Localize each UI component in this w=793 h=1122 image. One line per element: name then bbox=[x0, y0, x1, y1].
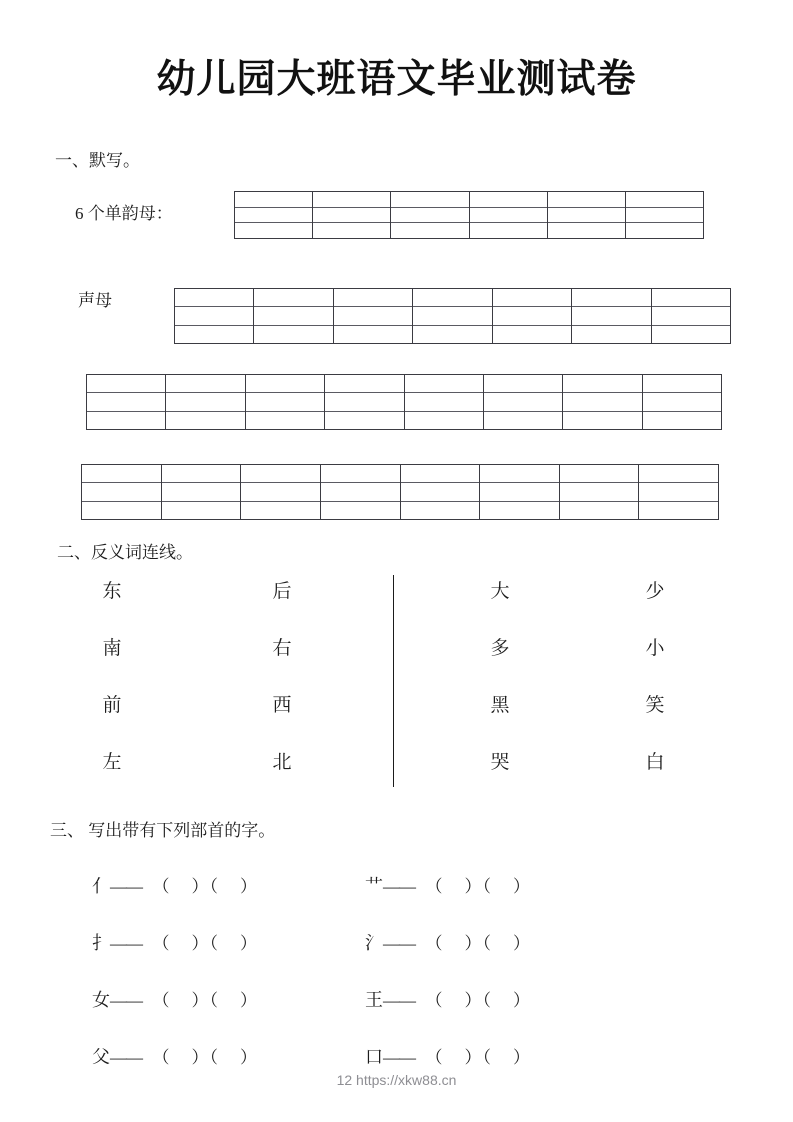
pinyin-cell[interactable] bbox=[484, 375, 563, 429]
radical-item[interactable] bbox=[365, 929, 531, 955]
radical-glyph: 亻 bbox=[92, 876, 110, 896]
pinyin-guide-row bbox=[87, 375, 165, 393]
pinyin-cell[interactable] bbox=[246, 375, 325, 429]
pinyin-guide-row bbox=[643, 375, 721, 393]
antonym-word[interactable]: 北 bbox=[272, 752, 292, 773]
pinyin-guide-row bbox=[548, 223, 625, 238]
antonym-word[interactable]: 前 bbox=[102, 695, 122, 716]
pinyin-guide-row bbox=[413, 307, 491, 325]
pinyin-guide-row bbox=[162, 483, 241, 501]
pinyin-cell[interactable] bbox=[235, 192, 313, 238]
pinyin-guide-row bbox=[82, 465, 161, 483]
pinyin-guide-row bbox=[235, 208, 312, 224]
pinyin-guide-row bbox=[484, 393, 562, 411]
pinyin-cell[interactable] bbox=[548, 192, 626, 238]
pinyin-guide-row bbox=[493, 307, 571, 325]
pinyin-guide-row bbox=[175, 289, 253, 307]
pinyin-cell[interactable] bbox=[87, 375, 166, 429]
pinyin-guide-row bbox=[325, 412, 403, 429]
page-title: 幼儿园大班语文毕业测试卷 bbox=[156, 58, 637, 101]
antonym-word[interactable]: 少 bbox=[645, 581, 665, 602]
pinyin-guide-row bbox=[235, 223, 312, 238]
pinyin-guide-row bbox=[572, 307, 650, 325]
pinyin-guide-row bbox=[493, 326, 571, 343]
antonym-word[interactable]: 右 bbox=[272, 638, 292, 659]
pinyin-guide-row bbox=[484, 375, 562, 393]
radical-item[interactable] bbox=[92, 872, 258, 898]
radical-glyph: 口 bbox=[365, 1047, 383, 1067]
pinyin-cell[interactable] bbox=[405, 375, 484, 429]
radical-answer-blanks[interactable]: （ ）（ ） bbox=[415, 1048, 531, 1067]
radical-item[interactable] bbox=[365, 986, 531, 1012]
pinyin-guide-row bbox=[480, 483, 559, 501]
radical-dash: —— bbox=[383, 934, 415, 953]
pinyin-guide-row bbox=[254, 289, 332, 307]
pinyin-guide-row bbox=[246, 412, 324, 429]
pinyin-guide-row bbox=[313, 192, 390, 208]
pinyin-guide-row bbox=[162, 465, 241, 483]
pinyin-guide-row bbox=[470, 208, 547, 224]
pinyin-guide-row bbox=[652, 326, 730, 343]
pinyin-guide-row bbox=[334, 307, 412, 325]
antonym-matching-area bbox=[0, 575, 793, 790]
pinyin-guide-row bbox=[82, 483, 161, 501]
pinyin-guide-row bbox=[166, 393, 244, 411]
pinyin-guide-row bbox=[325, 393, 403, 411]
radical-answer-blanks[interactable]: （ ）（ ） bbox=[142, 1048, 258, 1067]
pinyin-cell[interactable] bbox=[652, 289, 730, 343]
pinyin-guide-row bbox=[391, 208, 468, 224]
single-vowels-grid[interactable] bbox=[234, 191, 704, 239]
pinyin-guide-row bbox=[563, 393, 641, 411]
pinyin-guide-row bbox=[246, 375, 324, 393]
radical-answer-blanks[interactable]: （ ）（ ） bbox=[415, 934, 531, 953]
radical-glyph: 艹 bbox=[365, 876, 383, 896]
pinyin-cell[interactable] bbox=[470, 192, 548, 238]
section-three-heading: 三、 写出带有下列部首的字。 bbox=[50, 821, 276, 840]
pinyin-cell[interactable] bbox=[560, 465, 640, 519]
radical-dash: —— bbox=[383, 991, 415, 1010]
pinyin-cell[interactable] bbox=[82, 465, 162, 519]
pinyin-guide-row bbox=[626, 223, 703, 238]
pinyin-guide-row bbox=[246, 393, 324, 411]
pinyin-cell[interactable] bbox=[493, 289, 572, 343]
pinyin-cell[interactable] bbox=[391, 192, 469, 238]
antonym-word[interactable]: 大 bbox=[490, 581, 510, 602]
antonym-word[interactable]: 南 bbox=[102, 638, 122, 659]
initials-grid-3[interactable] bbox=[81, 464, 719, 520]
pinyin-guide-row bbox=[626, 192, 703, 208]
radical-row bbox=[0, 872, 793, 929]
watermark: 12 https://xkw88.cn bbox=[336, 1072, 457, 1088]
pinyin-guide-row bbox=[321, 483, 400, 501]
initials-grid-1[interactable] bbox=[174, 288, 731, 344]
pinyin-guide-row bbox=[548, 192, 625, 208]
antonym-word[interactable]: 西 bbox=[272, 695, 292, 716]
pinyin-guide-row bbox=[563, 375, 641, 393]
initials-label: 声母 bbox=[78, 291, 112, 310]
pinyin-guide-row bbox=[639, 502, 718, 519]
antonym-word[interactable]: 后 bbox=[272, 581, 292, 602]
antonym-word[interactable]: 多 bbox=[490, 638, 510, 659]
antonym-column-right-b bbox=[625, 575, 685, 803]
radical-glyph: 父 bbox=[92, 1047, 110, 1067]
radical-dash: —— bbox=[383, 877, 415, 896]
pinyin-guide-row bbox=[493, 289, 571, 307]
antonym-word[interactable]: 小 bbox=[645, 638, 665, 659]
pinyin-guide-row bbox=[572, 289, 650, 307]
radical-item[interactable] bbox=[365, 1043, 531, 1069]
radical-glyph: 扌 bbox=[92, 933, 110, 953]
antonym-column-left-a bbox=[82, 575, 142, 803]
pinyin-cell[interactable] bbox=[639, 465, 718, 519]
pinyin-cell[interactable] bbox=[626, 192, 703, 238]
pinyin-guide-row bbox=[572, 326, 650, 343]
pinyin-guide-row bbox=[413, 326, 491, 343]
pinyin-guide-row bbox=[652, 307, 730, 325]
radical-dash: —— bbox=[110, 991, 142, 1010]
pinyin-guide-row bbox=[401, 465, 480, 483]
radical-answer-blanks[interactable]: （ ）（ ） bbox=[142, 934, 258, 953]
pinyin-guide-row bbox=[321, 502, 400, 519]
pinyin-guide-row bbox=[401, 483, 480, 501]
antonym-word[interactable]: 黑 bbox=[490, 695, 510, 716]
pinyin-cell[interactable] bbox=[643, 375, 721, 429]
pinyin-guide-row bbox=[401, 502, 480, 519]
pinyin-guide-row bbox=[652, 289, 730, 307]
radical-answer-blanks[interactable]: （ ）（ ） bbox=[142, 991, 258, 1010]
pinyin-cell[interactable] bbox=[313, 192, 391, 238]
radical-glyph: 女 bbox=[92, 990, 110, 1010]
pinyin-guide-row bbox=[321, 465, 400, 483]
pinyin-guide-row bbox=[391, 192, 468, 208]
antonym-word[interactable]: 哭 bbox=[490, 752, 510, 773]
section-two-heading: 二、反义词连线。 bbox=[57, 543, 193, 562]
pinyin-guide-row bbox=[162, 502, 241, 519]
pinyin-guide-row bbox=[548, 208, 625, 224]
pinyin-guide-row bbox=[391, 223, 468, 238]
antonym-word[interactable]: 左 bbox=[102, 752, 122, 773]
radical-answer-blanks[interactable]: （ ）（ ） bbox=[142, 877, 258, 896]
pinyin-guide-row bbox=[560, 502, 639, 519]
pinyin-guide-row bbox=[334, 326, 412, 343]
pinyin-guide-row bbox=[405, 375, 483, 393]
radical-answer-blanks[interactable]: （ ）（ ） bbox=[415, 877, 531, 896]
radical-row bbox=[0, 929, 793, 986]
single-vowels-label: 6 个单韵母： bbox=[75, 204, 173, 223]
pinyin-cell[interactable] bbox=[563, 375, 642, 429]
pinyin-cell[interactable] bbox=[162, 465, 242, 519]
antonym-word[interactable]: 东 bbox=[102, 581, 122, 602]
radical-item[interactable] bbox=[92, 1043, 258, 1069]
pinyin-guide-row bbox=[82, 502, 161, 519]
section-one-heading: 一、默写。 bbox=[55, 151, 140, 170]
pinyin-cell[interactable] bbox=[166, 375, 245, 429]
pinyin-cell[interactable] bbox=[413, 289, 492, 343]
pinyin-guide-row bbox=[175, 326, 253, 343]
pinyin-cell[interactable] bbox=[321, 465, 401, 519]
pinyin-guide-row bbox=[480, 465, 559, 483]
pinyin-guide-row bbox=[413, 289, 491, 307]
pinyin-guide-row bbox=[313, 208, 390, 224]
radical-dash: —— bbox=[383, 1048, 415, 1067]
radical-answer-blanks[interactable]: （ ）（ ） bbox=[415, 991, 531, 1010]
radical-glyph: 氵 bbox=[365, 933, 383, 953]
pinyin-guide-row bbox=[405, 412, 483, 429]
pinyin-cell[interactable] bbox=[175, 289, 254, 343]
pinyin-guide-row bbox=[405, 393, 483, 411]
pinyin-cell[interactable] bbox=[572, 289, 651, 343]
pinyin-guide-row bbox=[563, 412, 641, 429]
antonym-column-left-b bbox=[252, 575, 312, 803]
antonym-column-right-a bbox=[470, 575, 530, 803]
pinyin-cell[interactable] bbox=[254, 289, 333, 343]
radical-dash: —— bbox=[110, 1048, 142, 1067]
pinyin-cell[interactable] bbox=[401, 465, 481, 519]
pinyin-cell[interactable] bbox=[241, 465, 321, 519]
pinyin-guide-row bbox=[639, 483, 718, 501]
radical-item[interactable] bbox=[92, 986, 258, 1012]
pinyin-guide-row bbox=[325, 375, 403, 393]
radical-exercise-area bbox=[0, 872, 793, 1100]
radical-item[interactable] bbox=[92, 929, 258, 955]
pinyin-guide-row bbox=[87, 393, 165, 411]
initials-grid-2[interactable] bbox=[86, 374, 722, 430]
pinyin-guide-row bbox=[470, 223, 547, 238]
pinyin-guide-row bbox=[560, 483, 639, 501]
pinyin-guide-row bbox=[560, 465, 639, 483]
pinyin-guide-row bbox=[166, 412, 244, 429]
radical-dash: —— bbox=[110, 934, 142, 953]
pinyin-guide-row bbox=[626, 208, 703, 224]
antonym-word[interactable]: 笑 bbox=[645, 695, 665, 716]
pinyin-guide-row bbox=[87, 412, 165, 429]
pinyin-guide-row bbox=[166, 375, 244, 393]
pinyin-guide-row bbox=[254, 307, 332, 325]
antonym-word[interactable]: 白 bbox=[645, 752, 665, 773]
pinyin-guide-row bbox=[241, 502, 320, 519]
matching-divider-line bbox=[393, 575, 394, 787]
pinyin-guide-row bbox=[470, 192, 547, 208]
pinyin-cell[interactable] bbox=[334, 289, 413, 343]
pinyin-guide-row bbox=[241, 483, 320, 501]
pinyin-cell[interactable] bbox=[325, 375, 404, 429]
pinyin-guide-row bbox=[643, 412, 721, 429]
pinyin-guide-row bbox=[254, 326, 332, 343]
pinyin-guide-row bbox=[235, 192, 312, 208]
pinyin-guide-row bbox=[241, 465, 320, 483]
pinyin-guide-row bbox=[480, 502, 559, 519]
radical-row bbox=[0, 986, 793, 1043]
radical-item[interactable] bbox=[365, 872, 531, 898]
radical-dash: —— bbox=[110, 877, 142, 896]
pinyin-guide-row bbox=[643, 393, 721, 411]
pinyin-cell[interactable] bbox=[480, 465, 560, 519]
pinyin-guide-row bbox=[175, 307, 253, 325]
pinyin-guide-row bbox=[484, 412, 562, 429]
pinyin-guide-row bbox=[313, 223, 390, 238]
pinyin-guide-row bbox=[639, 465, 718, 483]
pinyin-guide-row bbox=[334, 289, 412, 307]
radical-glyph: 王 bbox=[365, 990, 383, 1010]
